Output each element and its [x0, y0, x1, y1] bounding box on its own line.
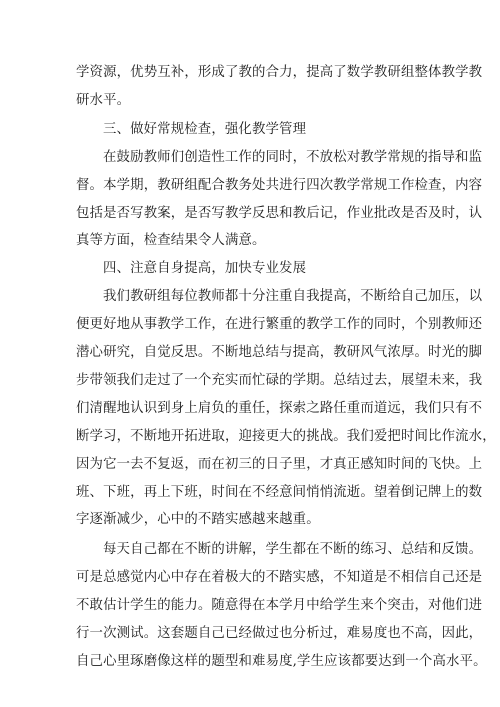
- section-heading: 四、注意自身提高，加快专业发展: [103, 261, 307, 276]
- text-line: 步带领我们走过了一个充实而忙碌的学期。总结过去，展望未来，我: [76, 373, 483, 388]
- text-line: 潜心研究，自觉反思。不断地总结与提高，教研风气浓厚。时光的脚: [76, 345, 483, 360]
- text-line: 便更好地从事教学工作，在进行繁重的教学工作的同时，个别教师还: [76, 317, 483, 332]
- text-line: 在鼓励教师们创造性工作的同时，不放松对教学常规的指导和监: [103, 150, 483, 165]
- text-line: 们清醒地认识到身上肩负的重任，探索之路任重而道远，我们只有不: [76, 401, 483, 416]
- section-heading: 三、做好常规检查，强化教学管理: [103, 122, 307, 137]
- text-line: 行一次测试。这套题自己已经做过也分析过，难易度也不高，因此，: [76, 626, 483, 641]
- text-line: 研水平。: [76, 93, 131, 108]
- text-line: 班、下班，再上下班，时间在不经意间悄悄流逝。望着倒记牌上的数: [76, 485, 483, 500]
- text-line: 不敢估计学生的能力。随意得在本学月中给学生来个突击，对他们进: [76, 598, 483, 613]
- text-line: 字逐渐减少，心中的不踏实感越来越重。: [76, 512, 320, 527]
- text-line: 学资源，优势互补，形成了教的合力，提高了数学教研组整体教学教: [76, 65, 483, 80]
- text-line: 我们教研组每位教师都十分注重自我提高，不断给自己加压，以: [103, 289, 483, 304]
- text-line: 督。本学期，教研组配合教务处共进行四次教学常规工作检查，内容: [76, 178, 483, 193]
- text-line: 每天自己都在不断的讲解，学生都在不断的练习、总结和反馈。: [103, 542, 483, 557]
- text-line: 断学习，不断地开拓进取，迎接更大的挑战。我们爱把时间比作流水，: [76, 429, 496, 444]
- text-line: 真等方面，检查结果令人满意。: [76, 233, 266, 248]
- text-line: 因为它一去不复返，而在初三的日子里，才真正感知时间的飞快。上: [76, 457, 483, 472]
- text-line: 自己心里琢磨像这样的题型和难易度,学生应该都要达到一个高水平。: [76, 654, 487, 669]
- text-line: 包括是否写教案，是否写教学反思和教后记，作业批改是否及时，认: [76, 206, 483, 221]
- text-line: 可是总感觉内心中存在着极大的不踏实感，不知道是不相信自己还是: [76, 570, 483, 585]
